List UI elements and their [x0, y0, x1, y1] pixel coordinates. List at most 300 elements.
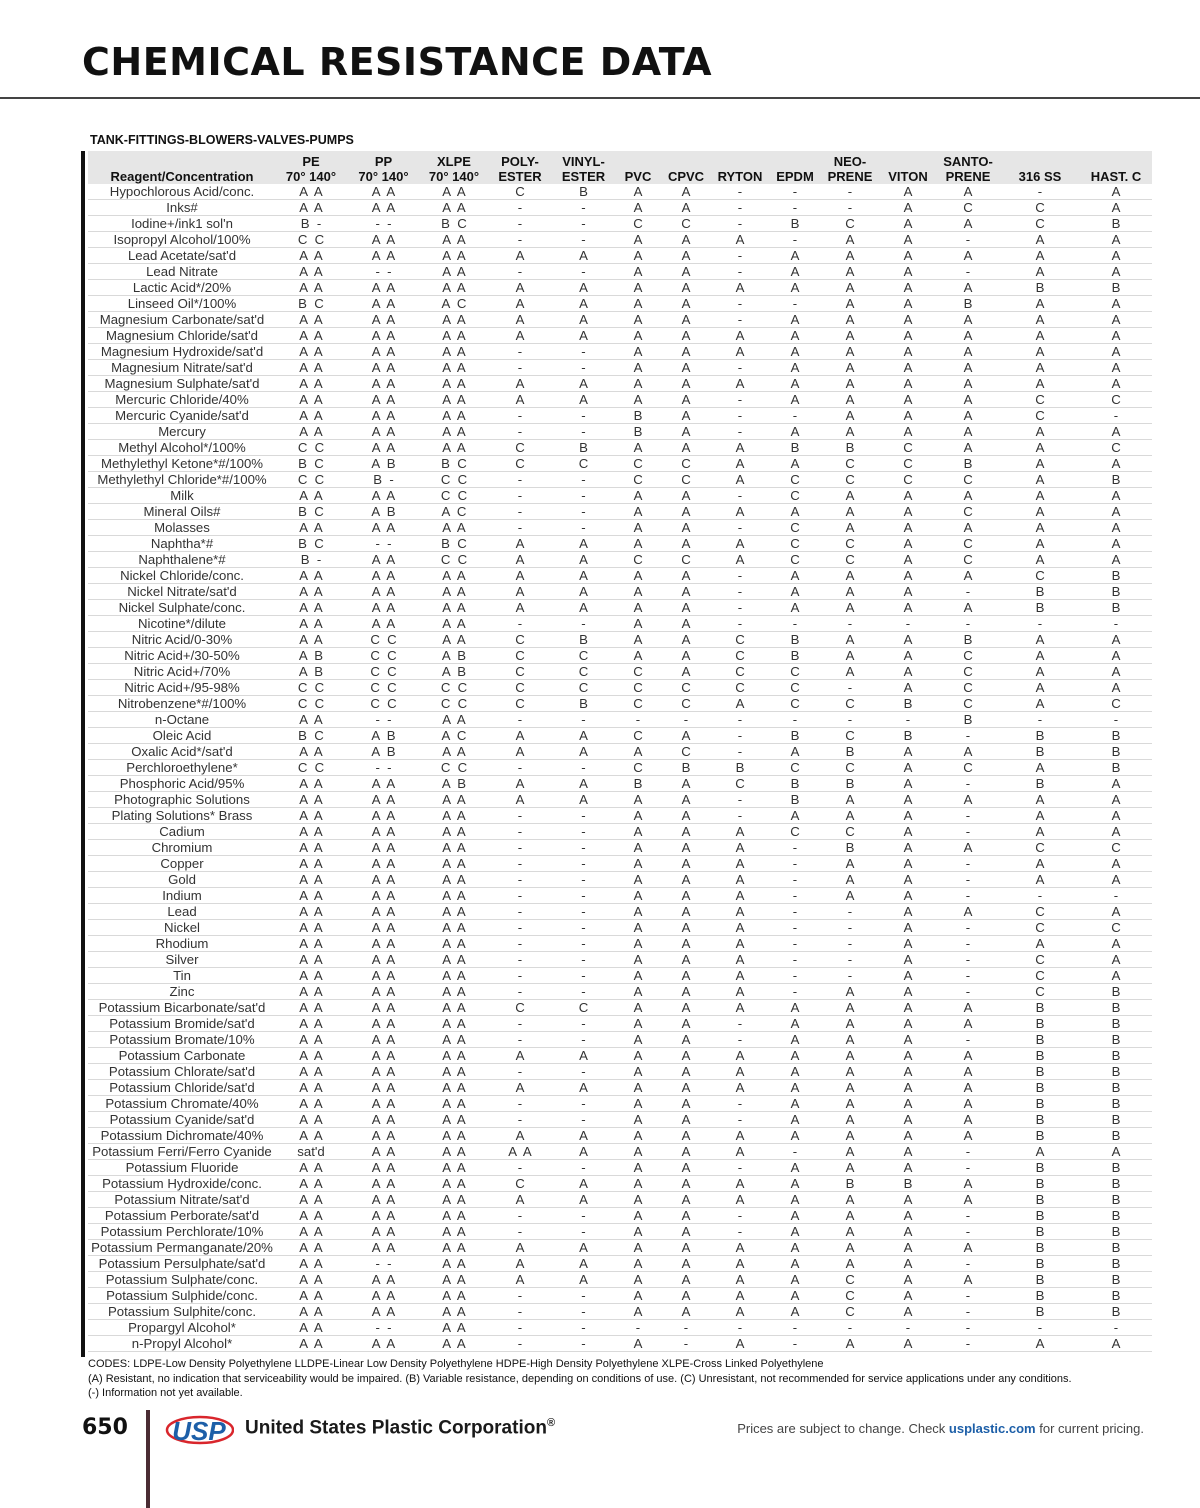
- reagent-name: Potassium Carbonate: [88, 1048, 276, 1064]
- rating-cell: A: [614, 920, 662, 936]
- table-row: [88, 200, 1152, 216]
- rating-cell: A: [710, 328, 770, 344]
- rating-cell: A: [614, 344, 662, 360]
- rating-cell: A: [553, 568, 614, 584]
- reagent-name: Potassium Bromate/10%: [88, 1032, 276, 1048]
- rating-cell: B: [770, 776, 820, 792]
- column-header-top: [662, 154, 710, 169]
- column-header: [662, 151, 710, 184]
- rating-cell: A: [880, 264, 936, 280]
- rating-cell: C C: [276, 232, 346, 248]
- rating-cell: C: [770, 552, 820, 568]
- rating-cell: A: [614, 536, 662, 552]
- rating-cell: - -: [346, 760, 421, 776]
- rating-cell: A: [1000, 648, 1080, 664]
- reagent-name: Potassium Chromate/40%: [88, 1096, 276, 1112]
- rating-cell: A A: [346, 200, 421, 216]
- rating-cell: A: [1080, 232, 1152, 248]
- rating-cell: A A: [346, 872, 421, 888]
- rating-cell: -: [1080, 616, 1152, 632]
- rating-cell: C: [936, 200, 1000, 216]
- rating-cell: B: [1080, 1208, 1152, 1224]
- rating-cell: A: [880, 312, 936, 328]
- rating-cell: A A: [276, 1192, 346, 1208]
- rating-cell: B C: [276, 728, 346, 744]
- rating-cell: A A: [346, 1160, 421, 1176]
- rating-cell: A: [614, 1048, 662, 1064]
- table-row: [88, 1080, 1152, 1096]
- rating-cell: A A: [421, 920, 487, 936]
- rating-cell: B C: [276, 456, 346, 472]
- rating-cell: A: [614, 872, 662, 888]
- rating-cell: - -: [346, 216, 421, 232]
- rating-cell: A: [614, 1240, 662, 1256]
- rating-cell: A: [820, 1080, 880, 1096]
- rating-cell: -: [1000, 1320, 1080, 1336]
- rating-cell: A: [880, 840, 936, 856]
- rating-cell: A: [820, 360, 880, 376]
- rating-cell: A A: [276, 776, 346, 792]
- rating-cell: -: [487, 1112, 553, 1128]
- rating-cell: B: [880, 1176, 936, 1192]
- rating-cell: C: [880, 472, 936, 488]
- rating-cell: A: [710, 1064, 770, 1080]
- rating-cell: A: [1000, 824, 1080, 840]
- section-title: TANK-FITTINGS-BLOWERS-VALVES-PUMPS: [90, 133, 354, 147]
- rating-cell: A: [662, 440, 710, 456]
- rating-cell: A: [614, 280, 662, 296]
- column-header: [276, 151, 346, 184]
- rating-cell: -: [936, 952, 1000, 968]
- rating-cell: A: [880, 1048, 936, 1064]
- rating-cell: A: [1080, 328, 1152, 344]
- rating-cell: A: [553, 296, 614, 312]
- rating-cell: -: [710, 1224, 770, 1240]
- rating-cell: B: [1080, 600, 1152, 616]
- rating-cell: A: [820, 328, 880, 344]
- rating-cell: A: [1000, 872, 1080, 888]
- rating-cell: A: [1000, 680, 1080, 696]
- rating-cell: A: [880, 1160, 936, 1176]
- rating-cell: A: [614, 232, 662, 248]
- rating-cell: A: [880, 296, 936, 312]
- table-row: [88, 792, 1152, 808]
- rating-cell: -: [770, 904, 820, 920]
- rating-cell: A A: [276, 1240, 346, 1256]
- website-link[interactable]: usplastic.com: [948, 1421, 1036, 1436]
- rating-cell: A: [553, 312, 614, 328]
- rating-cell: C: [1000, 840, 1080, 856]
- table-row: [88, 488, 1152, 504]
- rating-cell: A: [662, 824, 710, 840]
- table-body: [88, 184, 1152, 1352]
- rating-cell: A: [880, 520, 936, 536]
- rating-cell: A: [770, 344, 820, 360]
- rating-cell: A: [710, 1304, 770, 1320]
- rating-cell: C: [820, 552, 880, 568]
- rating-cell: A: [614, 376, 662, 392]
- rating-cell: A A: [421, 1272, 487, 1288]
- rating-cell: A: [770, 264, 820, 280]
- rating-cell: A: [553, 584, 614, 600]
- column-header-bottom: 70° 140°: [428, 169, 480, 184]
- rating-cell: A: [880, 568, 936, 584]
- rating-cell: A: [880, 920, 936, 936]
- rating-cell: A: [487, 392, 553, 408]
- rating-cell: A: [662, 280, 710, 296]
- rating-cell: C: [770, 664, 820, 680]
- rating-cell: A: [820, 1160, 880, 1176]
- rating-cell: A: [710, 1048, 770, 1064]
- rating-cell: A A: [421, 1208, 487, 1224]
- rating-cell: C: [936, 760, 1000, 776]
- rating-cell: B: [1000, 1224, 1080, 1240]
- rating-cell: A: [820, 248, 880, 264]
- rating-cell: C: [614, 472, 662, 488]
- rating-cell: A: [1080, 680, 1152, 696]
- rating-cell: A: [662, 424, 710, 440]
- rating-cell: C: [553, 648, 614, 664]
- rating-cell: A: [710, 968, 770, 984]
- rating-cell: A A: [421, 600, 487, 616]
- reagent-name: Isopropyl Alcohol/100%: [88, 232, 276, 248]
- column-header: [553, 151, 614, 184]
- rating-cell: A A: [346, 488, 421, 504]
- rating-cell: A A: [421, 232, 487, 248]
- rating-cell: -: [1000, 184, 1080, 200]
- rating-cell: B: [1000, 1240, 1080, 1256]
- rating-cell: -: [710, 728, 770, 744]
- reagent-name: Magnesium Carbonate/sat'd: [88, 312, 276, 328]
- rating-cell: A: [820, 1112, 880, 1128]
- rating-cell: -: [662, 712, 710, 728]
- rating-cell: A: [880, 1208, 936, 1224]
- rating-cell: A: [662, 1208, 710, 1224]
- rating-cell: A: [936, 488, 1000, 504]
- rating-cell: A: [936, 376, 1000, 392]
- rating-cell: -: [487, 936, 553, 952]
- reagent-name: Plating Solutions* Brass: [88, 808, 276, 824]
- rating-cell: A: [1080, 664, 1152, 680]
- rating-cell: A: [880, 1192, 936, 1208]
- rating-cell: A: [487, 1048, 553, 1064]
- rating-cell: A A: [421, 248, 487, 264]
- rating-cell: A: [880, 1096, 936, 1112]
- reagent-name: Potassium Nitrate/sat'd: [88, 1192, 276, 1208]
- rating-cell: A: [1000, 488, 1080, 504]
- rating-cell: A: [662, 1240, 710, 1256]
- reagent-name: Potassium Cyanide/sat'd: [88, 1112, 276, 1128]
- rating-cell: A: [614, 584, 662, 600]
- rating-cell: A: [1080, 824, 1152, 840]
- rating-cell: -: [487, 888, 553, 904]
- rating-cell: B: [1080, 1304, 1152, 1320]
- rating-cell: C: [662, 552, 710, 568]
- rating-cell: B: [1000, 280, 1080, 296]
- rating-cell: A: [770, 424, 820, 440]
- rating-cell: A: [662, 584, 710, 600]
- rating-cell: A A: [346, 408, 421, 424]
- rating-cell: A: [1080, 968, 1152, 984]
- page-number: 650: [82, 1415, 128, 1440]
- rating-cell: A A: [346, 616, 421, 632]
- rating-cell: A: [710, 280, 770, 296]
- reagent-name: Linseed Oil*/100%: [88, 296, 276, 312]
- rating-cell: A A: [276, 1176, 346, 1192]
- rating-cell: A: [662, 920, 710, 936]
- rating-cell: A: [880, 1240, 936, 1256]
- rating-cell: -: [614, 712, 662, 728]
- rating-cell: A: [662, 1272, 710, 1288]
- rating-cell: A A: [276, 328, 346, 344]
- table-row: [88, 808, 1152, 824]
- rating-cell: A: [880, 1080, 936, 1096]
- rating-cell: C: [820, 472, 880, 488]
- rating-cell: B: [1080, 1240, 1152, 1256]
- rating-cell: A: [662, 808, 710, 824]
- rating-cell: -: [487, 872, 553, 888]
- rating-cell: A A: [346, 584, 421, 600]
- rating-cell: A: [936, 1112, 1000, 1128]
- rating-cell: -: [710, 792, 770, 808]
- rating-cell: -: [553, 1208, 614, 1224]
- rating-cell: -: [936, 856, 1000, 872]
- rating-cell: -: [487, 712, 553, 728]
- column-header-bottom: EPDM: [776, 169, 814, 184]
- rating-cell: -: [770, 616, 820, 632]
- registered-mark: ®: [546, 1417, 556, 1429]
- rating-cell: B: [1000, 1032, 1080, 1048]
- rating-cell: A A: [276, 872, 346, 888]
- rating-cell: A: [710, 872, 770, 888]
- reagent-name: Hypochlorous Acid/conc.: [88, 184, 276, 200]
- rating-cell: -: [936, 1256, 1000, 1272]
- rating-cell: -: [487, 504, 553, 520]
- rating-cell: A: [770, 328, 820, 344]
- table-row: [88, 1208, 1152, 1224]
- rating-cell: A: [487, 1272, 553, 1288]
- rating-cell: A A: [346, 520, 421, 536]
- rating-cell: A B: [346, 456, 421, 472]
- rating-cell: A: [710, 440, 770, 456]
- rating-cell: A: [820, 312, 880, 328]
- table-row: [88, 1016, 1152, 1032]
- rating-cell: A: [710, 1272, 770, 1288]
- rating-cell: A B: [346, 504, 421, 520]
- rating-cell: C: [770, 680, 820, 696]
- reagent-name: Lead Nitrate: [88, 264, 276, 280]
- rating-cell: A A: [276, 888, 346, 904]
- rating-cell: -: [662, 1320, 710, 1336]
- rating-cell: A: [662, 248, 710, 264]
- rating-cell: B: [553, 184, 614, 200]
- rating-cell: A A: [346, 1208, 421, 1224]
- rating-cell: C: [1000, 200, 1080, 216]
- rating-cell: B: [1080, 1000, 1152, 1016]
- reagent-name: Methylethyl Chloride*#/100%: [88, 472, 276, 488]
- rating-cell: A: [553, 1080, 614, 1096]
- rating-cell: A: [1000, 936, 1080, 952]
- rating-cell: A A: [421, 1256, 487, 1272]
- rating-cell: A: [662, 536, 710, 552]
- table-row: [88, 584, 1152, 600]
- rating-cell: B: [770, 632, 820, 648]
- table-row: [88, 232, 1152, 248]
- rating-cell: A: [710, 456, 770, 472]
- rating-cell: -: [614, 1320, 662, 1336]
- rating-cell: A A: [421, 744, 487, 760]
- rating-cell: A: [880, 888, 936, 904]
- table-row: [88, 1256, 1152, 1272]
- table-row: [88, 648, 1152, 664]
- rating-cell: A: [710, 1176, 770, 1192]
- rating-cell: A A: [276, 824, 346, 840]
- rating-cell: A: [662, 1000, 710, 1016]
- table-row: [88, 1112, 1152, 1128]
- rating-cell: A A: [421, 1000, 487, 1016]
- rating-cell: A: [614, 648, 662, 664]
- rating-cell: -: [487, 856, 553, 872]
- reagent-name: Magnesium Sulphate/sat'd: [88, 376, 276, 392]
- rating-cell: A: [487, 1080, 553, 1096]
- rating-cell: A: [614, 936, 662, 952]
- rating-cell: A: [1080, 312, 1152, 328]
- rating-cell: C C: [276, 696, 346, 712]
- rating-cell: A: [820, 280, 880, 296]
- table-row: [88, 968, 1152, 984]
- rating-cell: A: [770, 1112, 820, 1128]
- rating-cell: -: [710, 1208, 770, 1224]
- rating-cell: A: [662, 392, 710, 408]
- rating-cell: A A: [421, 328, 487, 344]
- rating-cell: -: [553, 1096, 614, 1112]
- rating-cell: A A: [276, 568, 346, 584]
- table-row: [88, 552, 1152, 568]
- table-row: [88, 248, 1152, 264]
- rating-cell: A: [880, 360, 936, 376]
- reagent-name: Methyl Alcohol*/100%: [88, 440, 276, 456]
- rating-cell: A: [936, 904, 1000, 920]
- rating-cell: -: [710, 1160, 770, 1176]
- rating-cell: A: [820, 1192, 880, 1208]
- rating-cell: B: [880, 728, 936, 744]
- rating-cell: A: [936, 248, 1000, 264]
- rating-cell: B: [770, 216, 820, 232]
- chemical-resistance-table: [88, 151, 1152, 1352]
- rating-cell: A: [880, 1144, 936, 1160]
- rating-cell: -: [770, 968, 820, 984]
- rating-cell: -: [553, 1160, 614, 1176]
- rating-cell: A A: [421, 808, 487, 824]
- codes-line: CODES: LDPE-Low Density Polyethylene LLDPE-Linear Low Density Polyethylene HDPE-High Density Polyethylene XLPE-Cross Linked Polyethylene: [88, 1358, 824, 1370]
- rating-cell: A: [487, 792, 553, 808]
- rating-cell: -: [710, 488, 770, 504]
- rating-cell: B: [1000, 1176, 1080, 1192]
- rating-cell: A: [880, 1000, 936, 1016]
- reagent-name: n-Octane: [88, 712, 276, 728]
- rating-cell: B: [1000, 1256, 1080, 1272]
- rating-cell: A: [770, 1304, 820, 1320]
- rating-cell: C: [1000, 904, 1080, 920]
- rating-cell: A A: [346, 1224, 421, 1240]
- rating-cell: A: [614, 856, 662, 872]
- rating-cell: -: [553, 200, 614, 216]
- rating-cell: -: [553, 232, 614, 248]
- rating-cell: B -: [276, 552, 346, 568]
- reagent-name: Nickel Nitrate/sat'd: [88, 584, 276, 600]
- rating-cell: A: [614, 888, 662, 904]
- column-header-top: [1080, 154, 1152, 169]
- rating-cell: C: [1000, 920, 1080, 936]
- table-row: [88, 872, 1152, 888]
- table-row: [88, 440, 1152, 456]
- rating-cell: A: [936, 280, 1000, 296]
- rating-cell: -: [553, 1288, 614, 1304]
- table-row: [88, 984, 1152, 1000]
- rating-cell: A: [1000, 360, 1080, 376]
- rating-cell: A: [880, 936, 936, 952]
- rating-cell: -: [770, 200, 820, 216]
- reagent-name: Tin: [88, 968, 276, 984]
- table-row: [88, 1096, 1152, 1112]
- rating-cell: A: [662, 296, 710, 312]
- rating-cell: -: [936, 888, 1000, 904]
- footer-divider-bar: [146, 1410, 150, 1508]
- rating-cell: A: [662, 1224, 710, 1240]
- rating-cell: A: [1080, 1336, 1152, 1352]
- rating-cell: C: [1000, 392, 1080, 408]
- rating-cell: A: [880, 248, 936, 264]
- reagent-name: Mercuric Cyanide/sat'd: [88, 408, 276, 424]
- table-row: [88, 744, 1152, 760]
- rating-cell: A A: [276, 600, 346, 616]
- table-row: [88, 664, 1152, 680]
- rating-cell: A: [880, 856, 936, 872]
- rating-cell: B: [880, 696, 936, 712]
- rating-cell: A: [880, 968, 936, 984]
- rating-cell: B: [936, 712, 1000, 728]
- rating-cell: A: [487, 552, 553, 568]
- rating-cell: A: [614, 1128, 662, 1144]
- rating-cell: A: [614, 1224, 662, 1240]
- rating-cell: A A: [421, 1336, 487, 1352]
- rating-cell: A A: [276, 488, 346, 504]
- reagent-name: Potassium Permanganate/20%: [88, 1240, 276, 1256]
- rating-cell: B: [820, 776, 880, 792]
- rating-cell: A A: [421, 616, 487, 632]
- reagent-name: Potassium Ferri/Ferro Cyanide: [88, 1144, 276, 1160]
- rating-cell: A: [880, 200, 936, 216]
- rating-cell: A: [614, 1000, 662, 1016]
- rating-cell: A: [487, 536, 553, 552]
- rating-cell: B: [1000, 1096, 1080, 1112]
- rating-cell: A: [936, 312, 1000, 328]
- rating-cell: B: [1000, 744, 1080, 760]
- rating-cell: A: [1000, 696, 1080, 712]
- column-header-bottom: PRENE: [827, 169, 873, 184]
- rating-cell: A A: [421, 632, 487, 648]
- rating-cell: A A: [421, 424, 487, 440]
- reagent-name: Zinc: [88, 984, 276, 1000]
- rating-cell: A: [710, 1240, 770, 1256]
- rating-cell: B: [1080, 1096, 1152, 1112]
- rating-cell: A: [1000, 248, 1080, 264]
- codes-line: (-) Information not yet available.: [88, 1387, 243, 1399]
- rating-cell: A: [880, 792, 936, 808]
- rating-cell: B: [1000, 1080, 1080, 1096]
- rating-cell: C: [614, 552, 662, 568]
- rating-cell: A A: [346, 1272, 421, 1288]
